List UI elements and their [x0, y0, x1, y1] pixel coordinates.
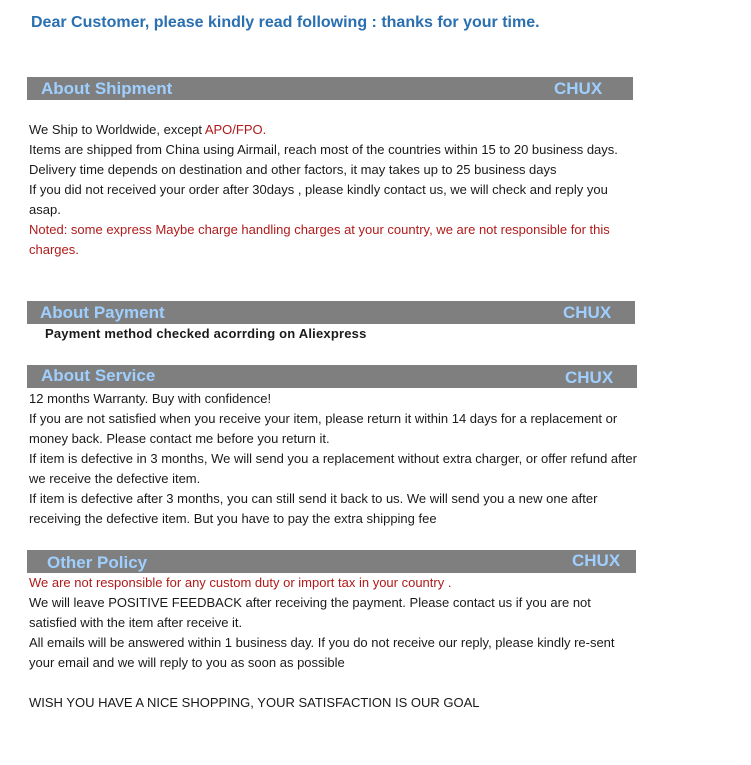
- shipment-line-delivery-time: Delivery time depends on destination and other factors, it may takes up to 25 business days: [29, 162, 557, 177]
- service-header-bar: [27, 365, 637, 388]
- payment-method-text: Payment method checked acorrding on Aliexpress: [45, 326, 367, 341]
- service-section-body: [29, 389, 641, 529]
- shipment-note: Noted: some express Maybe charge handling charges at your country, we are not responsible for this charges.: [29, 222, 610, 257]
- policy-line-emails: All emails will be answered within 1 business day. If you do not receive our reply, please kindly re-sent your email and we will reply to you as soon as possible: [29, 635, 615, 670]
- shipment-section-title: About Shipment: [41, 79, 173, 98]
- shipment-exception-highlight: APO/FPO.: [204, 122, 267, 137]
- shipment-line-worldwide: [29, 120, 641, 140]
- service-line-defective-after: If item is defective after 3 months, you can still send it back to us. We will send you a new one after receiving the defective item. But you have to pay the extra shipping fee: [29, 491, 598, 526]
- service-line-return: If you are not satisfied when you receive your item, please return it within 14 days for a replacement or money back. Please contact me before you return it.: [29, 411, 618, 446]
- service-line-defective-3-months: If item is defective in 3 months, We will send you a replacement without extra charger, or offer refund after we receive the defective item.: [29, 451, 637, 486]
- policy-line-custom-duty: We are not responsible for any custom duty or import tax in your country .: [29, 575, 452, 590]
- shipment-line-airmail: Items are shipped from China using Airmail, reach most of the countries within 15 to 20 business days.: [29, 142, 618, 157]
- payment-header-bar: [27, 301, 635, 324]
- shipment-brand-label: CHUX: [554, 79, 603, 98]
- policy-section-title: Other Policy: [47, 553, 148, 572]
- policy-spacer: [29, 673, 641, 693]
- policy-brand-label: CHUX: [572, 551, 621, 570]
- policy-section-body: [29, 573, 641, 713]
- service-line-warranty: 12 months Warranty. Buy with confidence!: [29, 391, 272, 406]
- payment-brand-label: CHUX: [563, 303, 612, 322]
- shipment-header-bar: [27, 77, 633, 100]
- closing-message: WISH YOU HAVE A NICE SHOPPING, YOUR SATISFACTION IS OUR GOAL: [29, 695, 480, 710]
- shipment-line-contact: If you did not received your order after 30days , please kindly contact us, we will check and reply you asap.: [29, 182, 608, 217]
- policy-line-feedback: We will leave POSITIVE FEEDBACK after receiving the payment. Please contact us if you are not satisfied with the item after receive it.: [29, 595, 591, 630]
- service-section-title: About Service: [41, 366, 156, 385]
- shipment-line-worldwide-text: We Ship to Worldwide, except: [29, 122, 205, 137]
- policy-header-bar: [27, 550, 636, 573]
- service-brand-label: CHUX: [565, 368, 614, 387]
- shipment-section-body: [29, 120, 641, 260]
- greeting-heading: Dear Customer, please kindly read following : thanks for your time.: [31, 14, 540, 31]
- payment-section-title: About Payment: [40, 303, 165, 322]
